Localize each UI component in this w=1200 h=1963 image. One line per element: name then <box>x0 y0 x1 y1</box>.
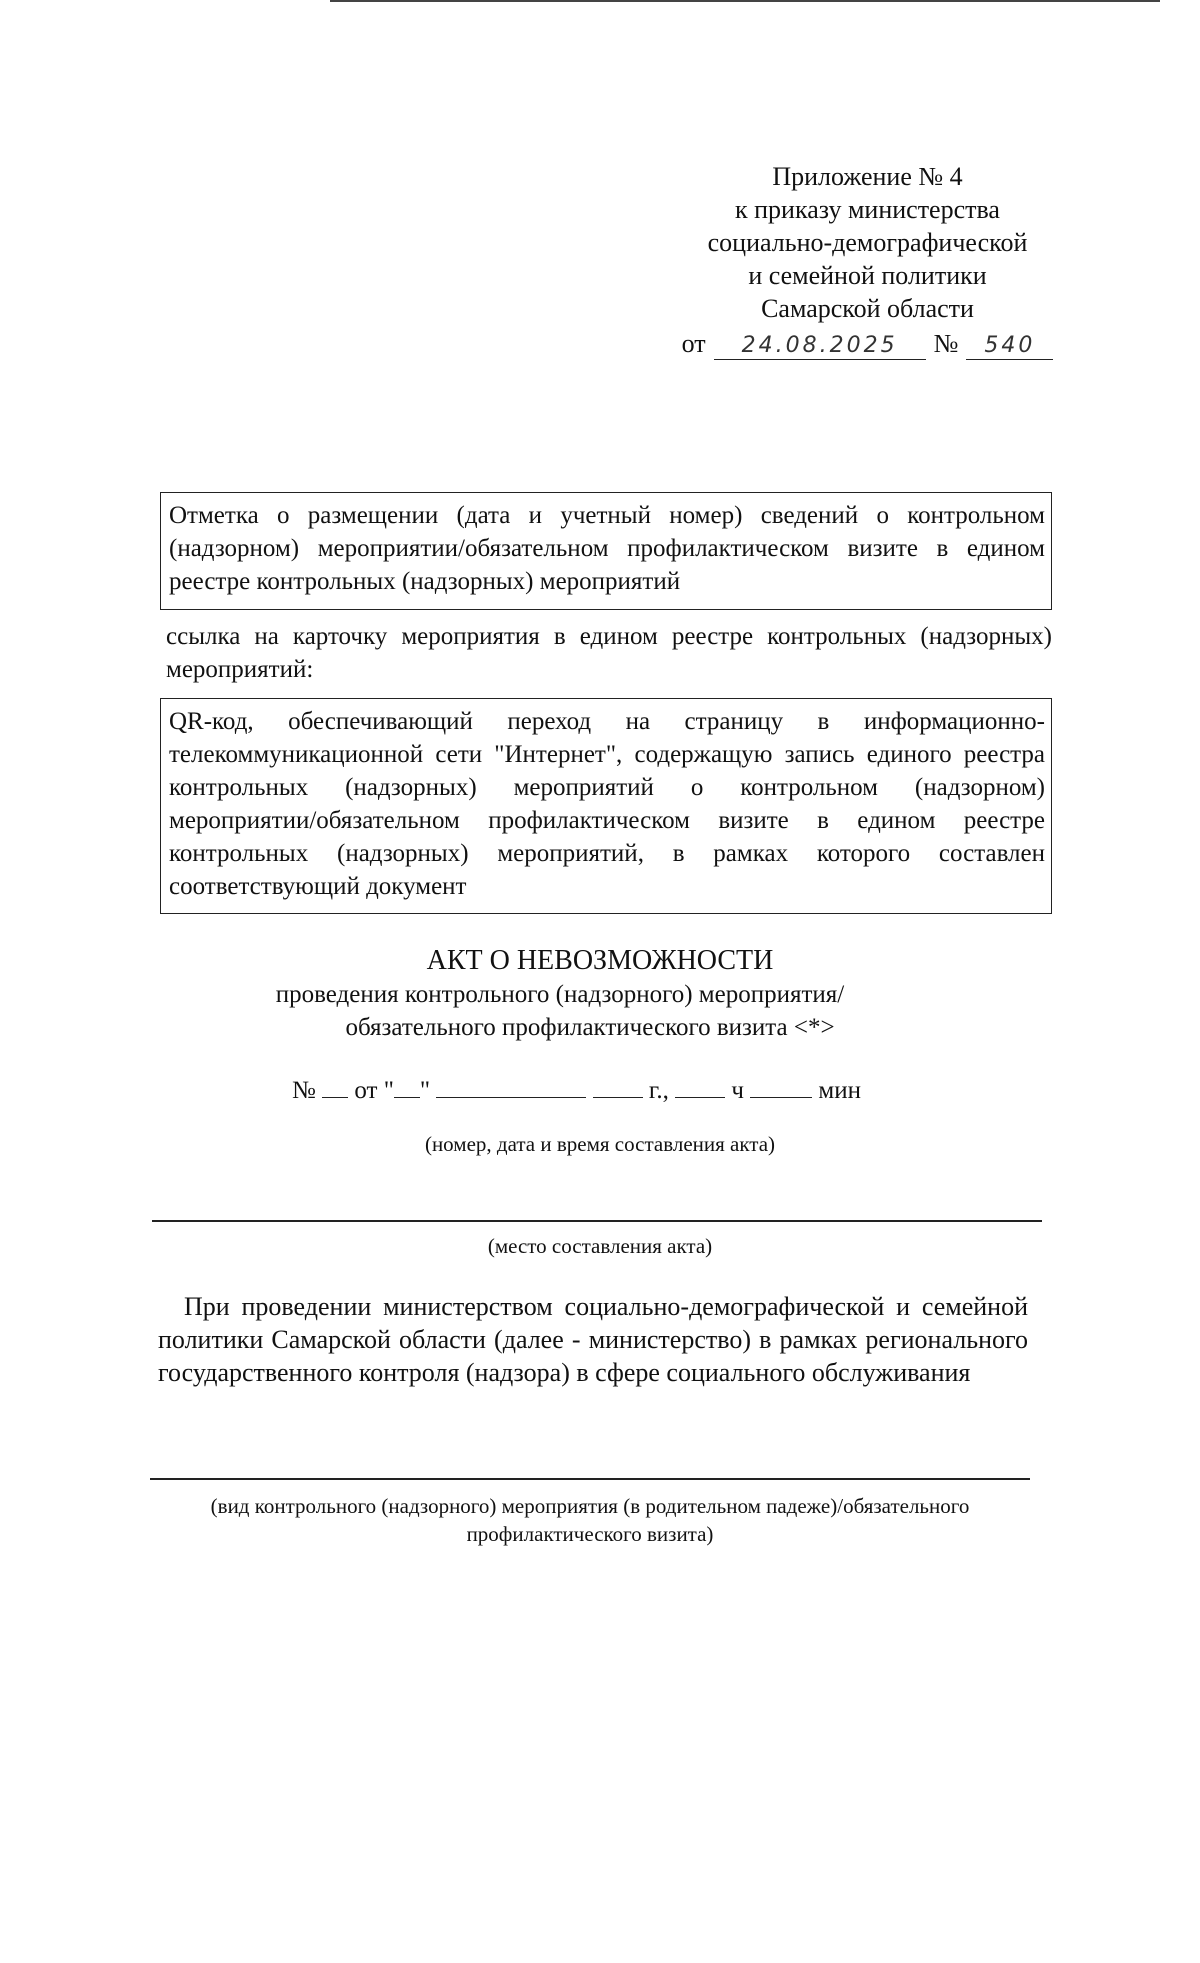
appendix-ministry-line: социально-демографической <box>707 228 1028 257</box>
appendix-header <box>640 160 1095 360</box>
caption-number-date-time: (номер, дата и время составления акта) <box>424 1132 776 1156</box>
registry-mark-box <box>160 492 1052 610</box>
act-number-date-row <box>292 1074 861 1107</box>
act-month-blank <box>436 1075 586 1098</box>
order-from-label: от <box>681 329 706 358</box>
act-hour-label: ч <box>731 1077 744 1104</box>
qr-code-text: QR-код, обеспечивающий переход на страницу в информационно-телекоммуникационной сети "Интернет", содержащую запись единого реестра контрольных (надзорных) мероприятий о контрольном (надзорном) мероприятии/обязательном профилактическом визите в едином реестре контрольных (надзорных) мероприятий, в рамках которого составлен соответствующий документ <box>169 708 1045 900</box>
order-number-label: № <box>933 329 959 358</box>
act-year-blank <box>593 1075 643 1098</box>
order-date-handwritten: 24.08.2025 <box>714 333 926 360</box>
appendix-region-line: Самарской области <box>761 294 974 323</box>
act-title: АКТ О НЕВОЗМОЖНОСТИ <box>426 945 774 976</box>
caption-place: (место составления акта) <box>487 1234 713 1258</box>
act-subtitle-line2: обязательного профилактического визита <*> <box>345 1014 835 1041</box>
caption-event-type-line2: профилактического визита) <box>466 1522 714 1546</box>
appendix-policy-line: и семейной политики <box>748 261 987 290</box>
event-type-blank-line <box>150 1478 1030 1480</box>
act-subtitle-line1: проведения контрольного (надзорного) мероприятия/ <box>275 981 845 1008</box>
act-subtitle <box>0 978 1200 1044</box>
act-minute-blank <box>750 1075 812 1098</box>
act-quote-close: " <box>419 1077 431 1104</box>
appendix-title: Приложение № 4 <box>772 162 963 191</box>
order-number-handwritten: 540 <box>966 333 1053 360</box>
act-no-label: № <box>292 1077 316 1104</box>
intro-paragraph: При проведении министерством социально-демографической и семейной политики Самарской области (далее - министерство) в рамках регионального государственного контроля (надзора) в сфере социального обслуживания <box>158 1292 1028 1387</box>
act-minute-label: мин <box>818 1077 861 1104</box>
act-year-label: г., <box>648 1077 669 1104</box>
caption-event-type-line1: (вид контрольного (надзорного) мероприятия (в родительном падеже)/обязательного <box>210 1494 970 1518</box>
registry-link-note: ссылка на карточку мероприятия в едином реестре контрольных (надзорных) мероприятий: <box>166 623 1052 683</box>
registry-mark-text: Отметка о размещении (дата и учетный номер) сведений о контрольном (надзорном) мероприятии/обязательном профилактическом визите в едином реестре контрольных (надзорных) мероприятий <box>169 502 1045 595</box>
act-hour-blank <box>675 1075 725 1098</box>
place-blank-line <box>152 1220 1042 1222</box>
act-from-label: от " <box>354 1077 394 1104</box>
scan-edge-line <box>330 0 1160 2</box>
act-number-blank <box>322 1075 348 1098</box>
act-day-blank <box>394 1075 420 1098</box>
appendix-order-ref: к приказу министерства <box>735 195 1000 224</box>
order-date-number <box>640 327 1095 360</box>
caption-event-type <box>150 1492 1030 1548</box>
qr-code-box <box>160 698 1052 914</box>
